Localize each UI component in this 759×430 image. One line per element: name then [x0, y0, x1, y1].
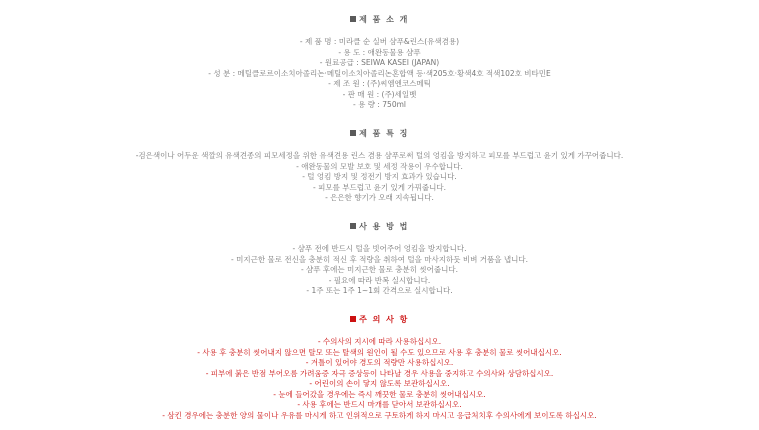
- feature-line: - 애완동물의 모발 보호 및 세정 작용이 우수합니다.: [296, 161, 463, 171]
- intro-line: - 성 분 : 메틸클로르이소치아졸리논·메틸이소치아졸리논혼합액 등·색205호·황색4호 적색102호 비타민E: [208, 68, 551, 78]
- features-section: [0, 129, 759, 204]
- square-bullet-icon: [350, 130, 356, 136]
- intro-line: - 판 매 원 : (주)세일벳: [342, 89, 417, 99]
- intro-line: - 제 품 명 : 미라클 순 실버 샴푸&린스(유색겸용): [299, 37, 460, 46]
- usage-line: - 샴푸 전에 반드시 털을 빗어주어 엉킴을 방지합니다.: [292, 244, 467, 253]
- caution-title: 주 의 사 항: [359, 315, 409, 324]
- features-title: 제 품 특 징: [359, 129, 409, 138]
- feature-line: - 은은한 향기가 오래 지속됩니다.: [325, 193, 434, 202]
- feature-line: -검은색이나 어두운 색깔의 유색견종의 피모세정을 위한 유색견용 린스 겸용 샴푸로써 털의 엉킴을 방지하고 피모를 부드럽고 윤기 있게 가꾸어줍니다.: [135, 151, 624, 160]
- caution-line: - 겨틀이 있어야 경도의 적량만 사용하십시오.: [305, 358, 454, 367]
- intro-line: - 용 량 : 750ml: [353, 100, 406, 109]
- caution-line: - 눈에 들어갔을 경우에는 즉시 깨끗한 물로 충분히 씻어내십시오.: [273, 389, 486, 399]
- intro-section: [0, 15, 759, 111]
- intro-line: - 제 조 원 : (주)씨엠엔코스메틱: [328, 79, 431, 88]
- square-bullet-icon: [350, 316, 356, 322]
- square-bullet-icon: [350, 223, 356, 229]
- usage-title: 사 용 방 법: [359, 222, 409, 231]
- caution-line: - 피부에 붉은 반점 부어오름 가려움증 자극 증상등이 나타날 경우 사용을 중지하고 수의사와 상담하십시오.: [205, 368, 554, 378]
- caution-line: - 어린이의 손이 닿지 않도록 보관하십시오.: [309, 379, 450, 388]
- intro-title: 제 품 소 개: [359, 15, 409, 24]
- intro-line: - 원료공급 : SEIWA KASEI (JAPAN): [319, 58, 440, 67]
- caution-heading: [0, 315, 759, 325]
- usage-line: - 미지근한 물로 전신을 충분히 적신 후 적량을 취하여 털을 마사지하듯 비벼 거품을 냅니다.: [231, 254, 528, 264]
- features-heading: [0, 129, 759, 139]
- caution-line: - 수의사의 지시에 따라 사용하십시오.: [317, 337, 442, 346]
- caution-section: [0, 315, 759, 421]
- usage-line: - 1주 또는 1주 1~1회 간격으로 실시합니다.: [306, 286, 453, 295]
- caution-line: - 사용 후에는 반드시 마개를 닫아서 보관하십시오.: [297, 400, 462, 409]
- caution-line: - 사용 후 충분히 씻어내지 않으면 탈모 또는 탈색의 원인이 될 수도 있으므로 사용 후 충분히 물로 씻어내십시오.: [197, 347, 562, 357]
- feature-line: - 피모를 부드럽고 윤기 있게 가꿔줍니다.: [313, 182, 446, 192]
- usage-heading: [0, 222, 759, 232]
- usage-line: - 필요에 따라 반복 실시합니다.: [328, 275, 431, 285]
- intro-heading: [0, 15, 759, 25]
- caution-line: - 삼킨 경우에는 충분한 양의 물이나 우유를 마시게 하고 인위적으로 구토하게 하지 마시고 응급처치후 수의사에게 보이도록 하십시오.: [162, 410, 597, 420]
- usage-section: [0, 222, 759, 297]
- intro-line: - 용 도 : 애완동물용 샴푸: [338, 47, 421, 57]
- square-bullet-icon: [350, 16, 356, 22]
- feature-line: - 털 엉킴 방지 및 정전기 방지 효과가 있습니다.: [302, 172, 457, 181]
- usage-line: - 샴푸 후에는 미지근한 물로 충분히 씻어줍니다.: [300, 265, 459, 274]
